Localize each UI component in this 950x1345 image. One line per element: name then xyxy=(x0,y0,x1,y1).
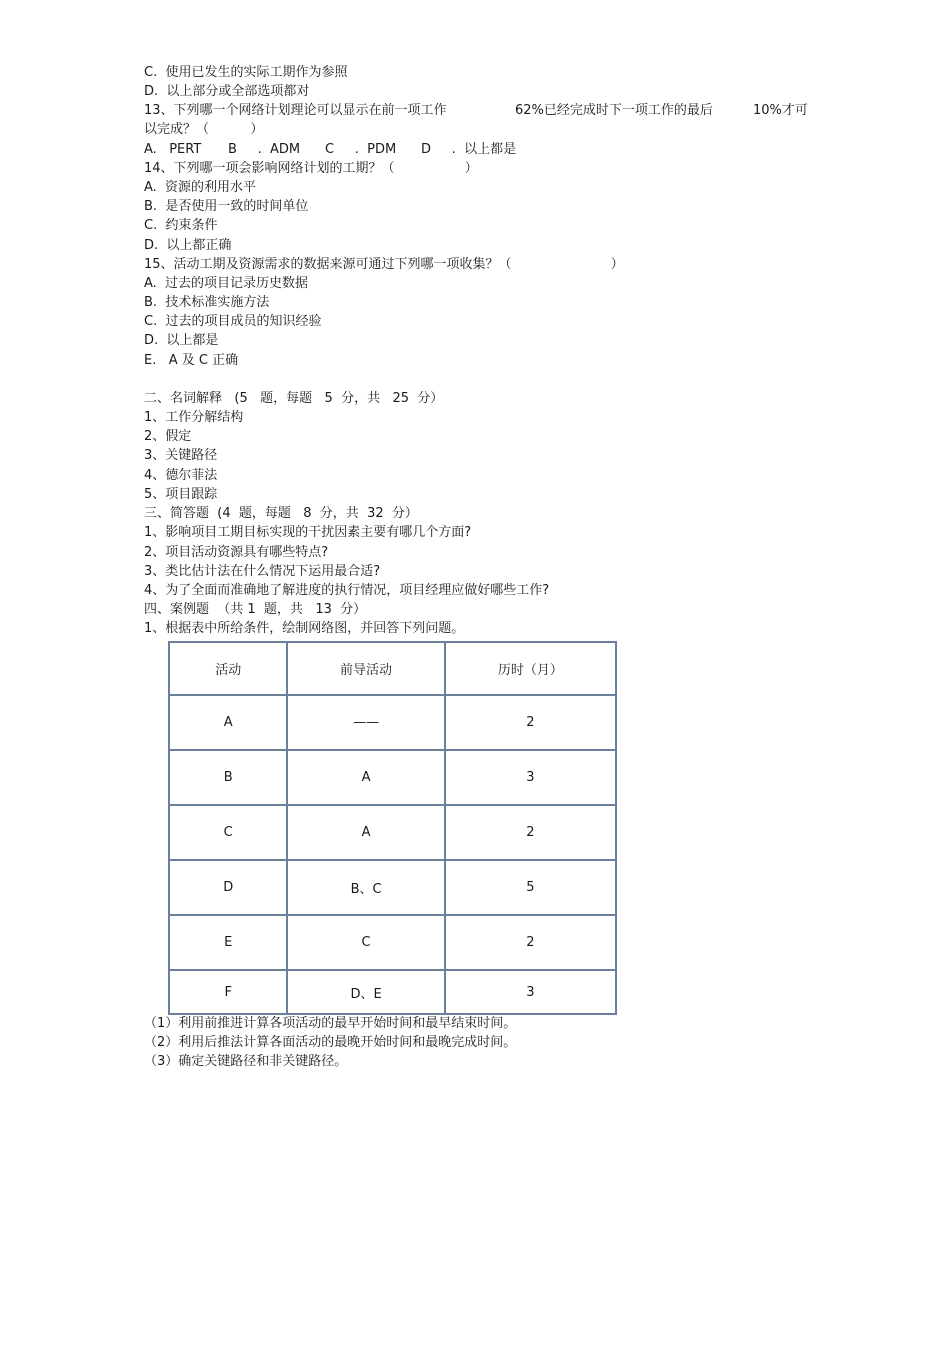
cell-predecessor: C xyxy=(287,915,444,970)
term-1: 1、工作分解结构 xyxy=(144,410,244,425)
question-13-text-part1: 13、下列哪一个网络计划理论可以显示在前一项工作 xyxy=(144,103,447,118)
case-question-1: 1、根据表中所给条件，绘制网络图，并回答下列问题。 xyxy=(144,621,465,636)
cell-activity: B xyxy=(169,750,287,805)
cell-duration: 2 xyxy=(445,805,616,860)
question-14-option-c: C. 约束条件 xyxy=(144,218,218,233)
section-3-heading: 三、简答题 (4 题，每题 8 分，共 32 分） xyxy=(144,506,418,521)
short-answer-2: 2、项目活动资源具有哪些特点? xyxy=(144,545,329,560)
header-predecessor: 前导活动 xyxy=(287,642,444,695)
section-4-heading: 四、案例题 （共 1 题，共 13 分） xyxy=(144,602,367,617)
cell-duration: 3 xyxy=(445,750,616,805)
question-13-option-d: D . 以上都是 xyxy=(421,142,517,157)
table-row xyxy=(169,695,616,750)
question-14-option-d: D. 以上都正确 xyxy=(144,238,232,253)
table-row xyxy=(169,805,616,860)
cell-duration: 2 xyxy=(445,915,616,970)
question-13-text-part2: 62%已经完成时下一项工作的最后 xyxy=(515,103,713,118)
question-15-option-e: E. A 及 C 正确 xyxy=(144,353,239,368)
term-3: 3、关键路径 xyxy=(144,448,218,463)
question-14-option-b: B. 是否使用一致的时间单位 xyxy=(144,199,309,214)
activity-table xyxy=(168,641,617,1015)
question-13-text-part3: 10%才可 xyxy=(753,103,808,118)
table-row xyxy=(169,970,616,1014)
cell-predecessor: D、E xyxy=(287,970,444,1014)
cell-duration: 3 xyxy=(445,970,616,1014)
cell-activity: C xyxy=(169,805,287,860)
question-13-option-a: A. PERT xyxy=(144,142,202,157)
table-row xyxy=(169,750,616,805)
table-row xyxy=(169,860,616,915)
question-15-text: 15、活动工期及资源需求的数据来源可通过下列哪一项收集？（ ） xyxy=(144,257,624,272)
cell-predecessor: —— xyxy=(287,695,444,750)
term-2: 2、假定 xyxy=(144,429,192,444)
term-4: 4、德尔菲法 xyxy=(144,468,218,483)
term-5: 5、项目跟踪 xyxy=(144,487,218,502)
question-13-text-line2: 以完成？（ ） xyxy=(144,122,264,137)
short-answer-1: 1、影响项目工期目标实现的干扰因素主要有哪几个方面? xyxy=(144,525,472,540)
question-15-option-b: B. 技术标准实施方法 xyxy=(144,295,270,310)
table-header-row xyxy=(169,642,616,695)
question-13-option-c: C . PDM xyxy=(325,142,397,157)
section-2-heading: 二、名词解释 (5 题，每题 5 分，共 25 分） xyxy=(144,391,444,406)
cell-predecessor: A xyxy=(287,750,444,805)
question-15-option-c: C. 过去的项目成员的知识经验 xyxy=(144,314,322,329)
question-15-option-d: D. 以上都是 xyxy=(144,333,219,348)
header-duration: 历时（月） xyxy=(445,642,616,695)
sub-question-2: （2）利用后推法计算各面活动的最晚开始时间和最晚完成时间。 xyxy=(144,1035,517,1050)
sub-question-1: （1）利用前推进计算各项活动的最早开始时间和最早结束时间。 xyxy=(144,1016,517,1031)
cell-duration: 2 xyxy=(445,695,616,750)
short-answer-4: 4、为了全面而准确地了解进度的执行情况，项目经理应做好哪些工作? xyxy=(144,583,550,598)
option-d-all-correct: D. 以上部分或全部选项都对 xyxy=(144,84,310,99)
question-15-option-a: A. 过去的项目记录历史数据 xyxy=(144,276,309,291)
cell-activity: E xyxy=(169,915,287,970)
cell-activity: F xyxy=(169,970,287,1014)
cell-duration: 5 xyxy=(445,860,616,915)
short-answer-3: 3、类比估计法在什么情况下运用最合适? xyxy=(144,564,381,579)
cell-activity: A xyxy=(169,695,287,750)
question-13-option-b: B . ADM xyxy=(228,142,301,157)
question-14-text: 14、下列哪一项会影响网络计划的工期？（ ） xyxy=(144,161,478,176)
header-activity: 活动 xyxy=(169,642,287,695)
question-14-option-a: A. 资源的利用水平 xyxy=(144,180,257,195)
table-row xyxy=(169,915,616,970)
sub-question-3: （3）确定关键路径和非关键路径。 xyxy=(144,1054,348,1069)
cell-predecessor: B、C xyxy=(287,860,444,915)
cell-predecessor: A xyxy=(287,805,444,860)
option-c-actual-duration: C. 使用已发生的实际工期作为参照 xyxy=(144,65,348,80)
cell-activity: D xyxy=(169,860,287,915)
